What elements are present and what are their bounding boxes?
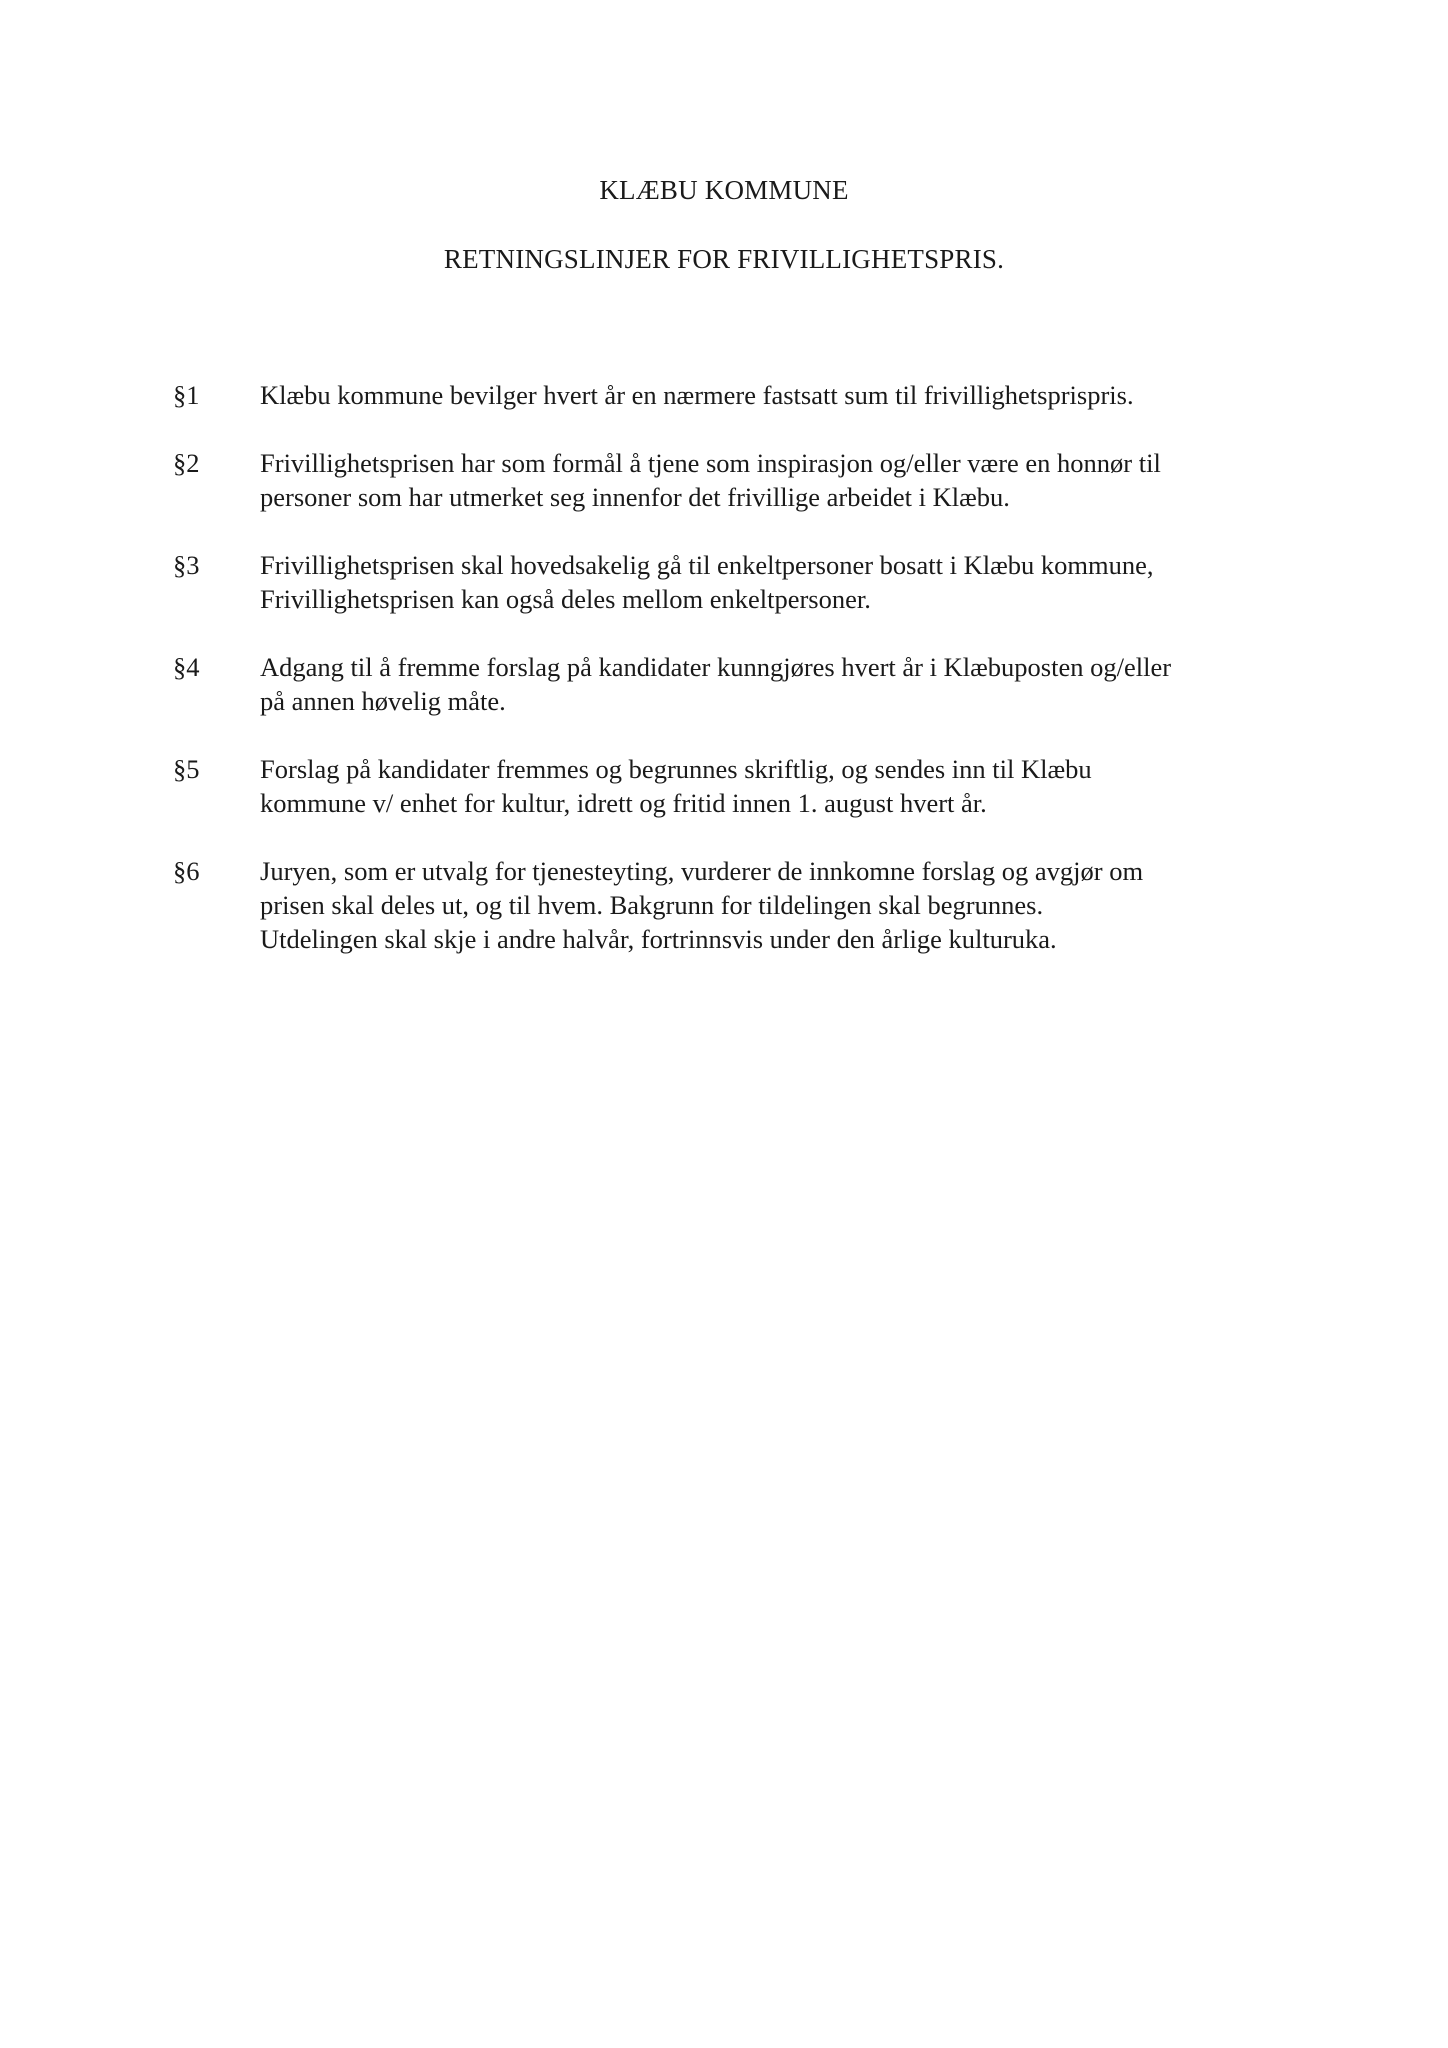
paragraph-line: Forslag på kandidater fremmes og begrunnes skriftlig, og sendes inn til Klæbu (260, 754, 1092, 784)
paragraph-line: Klæbu kommune bevilger hvert år en nærmere fastsatt sum til frivillighetsprispris. (260, 380, 1134, 410)
paragraph-text (260, 446, 1313, 514)
paragraph-number: §5 (173, 754, 200, 784)
paragraph-text (260, 854, 1313, 956)
paragraph-line: Adgang til å fremme forslag på kandidater kunngjøres hvert år i Klæbuposten og/eller (260, 652, 1172, 682)
paragraph-number: §2 (173, 448, 200, 478)
paragraph-5 (173, 752, 1313, 820)
paragraph-line: personer som har utmerket seg innenfor det frivillige arbeidet i Klæbu. (260, 482, 1010, 512)
paragraph-line: Frivillighetsprisen skal hovedsakelig gå til enkeltpersoner bosatt i Klæbu kommune, (260, 550, 1154, 580)
paragraph-number: §1 (173, 380, 200, 410)
paragraph-text (260, 548, 1313, 616)
paragraph-4 (173, 650, 1313, 718)
paragraph-line: på annen høvelig måte. (260, 686, 506, 716)
paragraph-number: §4 (173, 652, 200, 682)
paragraph-3 (173, 548, 1313, 616)
paragraph-2 (173, 446, 1313, 514)
paragraph-text (260, 752, 1313, 820)
paragraph-line: prisen skal deles ut, og til hvem. Bakgrunn for tildelingen skal begrunnes. (260, 890, 1044, 920)
document-title: KLÆBU KOMMUNE (599, 175, 849, 205)
paragraph-line: kommune v/ enhet for kultur, idrett og fritid innen 1. august hvert år. (260, 788, 987, 818)
paragraph-line: Utdelingen skal skje i andre halvår, fortrinnsvis under den årlige kulturuka. (260, 924, 1057, 954)
paragraph-1 (173, 378, 1313, 412)
paragraph-text (260, 378, 1313, 412)
paragraph-line: Juryen, som er utvalg for tjenesteyting, vurderer de innkomne forslag og avgjør om (260, 856, 1144, 886)
paragraph-text (260, 650, 1313, 718)
paragraph-number: §6 (173, 856, 200, 886)
paragraph-line: Frivillighetsprisen har som formål å tjene som inspirasjon og/eller være en honnør til (260, 448, 1161, 478)
paragraph-6 (173, 854, 1313, 956)
paragraph-number: §3 (173, 550, 200, 580)
document-subtitle: RETNINGSLINJER FOR FRIVILLIGHETSPRIS. (443, 244, 1005, 274)
paragraph-list (173, 378, 1313, 990)
paragraph-line: Frivillighetsprisen kan også deles mellom enkeltpersoner. (260, 584, 871, 614)
